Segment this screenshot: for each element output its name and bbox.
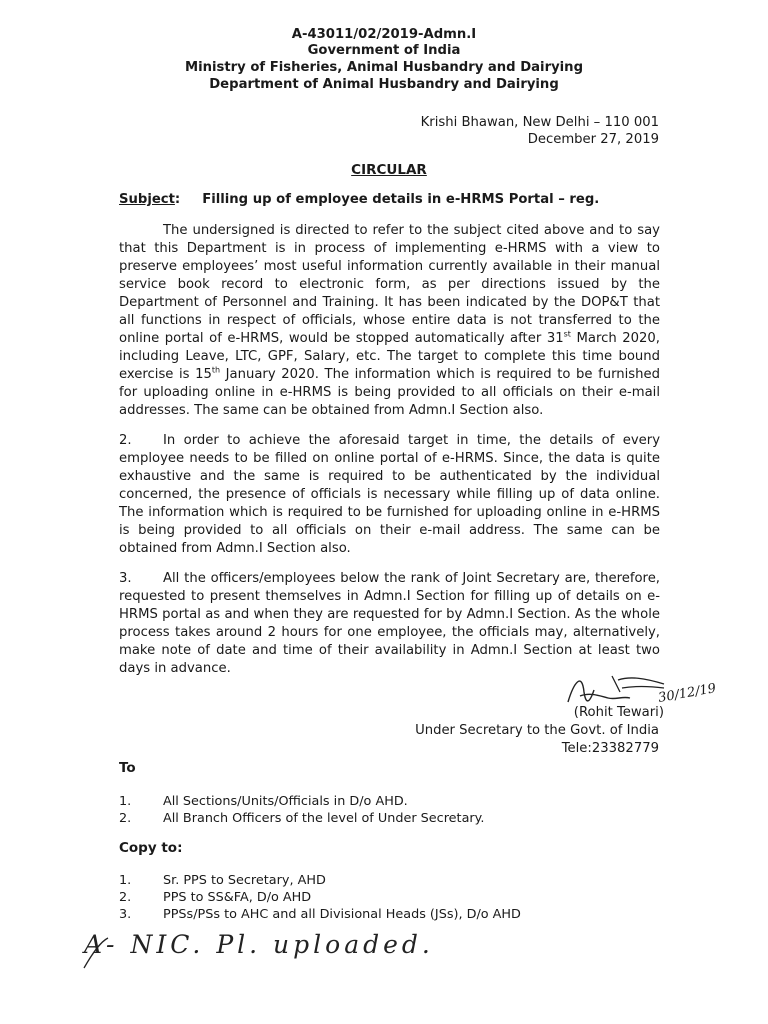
subject-colon: : (174, 192, 181, 207)
copy-item-number: 1. (119, 873, 132, 888)
p1-sup2: th (211, 365, 221, 375)
circular-title: CIRCULAR (351, 162, 427, 178)
government-line: Government of India (307, 43, 461, 58)
p2-number: 2. (119, 433, 132, 448)
to-label: To (119, 760, 136, 776)
copy-item (119, 872, 521, 889)
copy-item-text: Sr. PPS to Secretary, AHD (163, 873, 326, 888)
handwritten-note: A- NIC. Pl. uploaded. (84, 930, 434, 959)
p3-text: All the officers/employees below the rank of Joint Secretary are, therefore, requested to present themselves in Admn.I Section for filling up of details on e-HRMS portal as and when they are requested for by Admn.I Section. As the whole process takes around 2 hours for one employee, the officials may, alternatively, make note of date and time of their availability in Admn.I Section at least two days in advance. (119, 571, 660, 676)
p1-part3: January 2020. The information which is required to be furnished for uploading online in e-HRMS is being provided to all officials on their e-mail addresses. The same can be obtained from Admn.I Section also. (119, 367, 660, 418)
signatory-tele: Tele:23382779 (561, 741, 659, 756)
p1-sup1: st (563, 329, 571, 339)
subject-line (119, 192, 599, 207)
copy-to-list (119, 872, 521, 923)
ministry-line: Ministry of Fisheries, Animal Husbandry and Dairying (184, 60, 584, 75)
to-item-number: 2. (119, 811, 132, 826)
subject-text: Filling up of employee details in e-HRMS Portal – reg. (202, 192, 600, 207)
to-item-text: All Branch Officers of the level of Under Secretary. (163, 811, 485, 826)
circular-date: December 27, 2019 (527, 132, 659, 147)
copy-item-number: 3. (119, 907, 132, 922)
signature-date: 30/12/19 (657, 681, 718, 706)
p2-text: In order to achieve the aforesaid target in time, the details of every employee needs to be filled on online portal of e-HRMS. Since, the data is quite exhaustive and the same is required to be authenticated by the individual concerned, the presence of officials is necessary while filling up of data online. The information which is required to be furnished for uploading online in e-HRMS is being provided to all officials on their e-mail address. The same can be obtained from Admn.I Section also. (119, 433, 660, 556)
copy-item (119, 889, 521, 906)
p1-part1: The undersigned is directed to refer to the subject cited above and to say that this Department is in process of implementing e-HRMS with a view to preserve employees’ most useful information currently available in their manual service book record to electronic form, as per directions issued by the Department of Personnel and Training. It has been indicated by the DOP&T that all functions in respect of officials, whose entire data is not transferred to the online portal of e-HRMS, would be stopped automatically after 31 (119, 223, 660, 346)
office-address: Krishi Bhawan, New Delhi – 110 001 (420, 115, 659, 130)
paragraph-1 (119, 222, 660, 420)
handwritten-stroke (78, 934, 118, 974)
department-line: Department of Animal Husbandry and Dairying (209, 77, 559, 92)
copy-to-label: Copy to: (119, 840, 183, 856)
to-item (119, 810, 484, 827)
to-item (119, 793, 484, 810)
to-list (119, 793, 484, 827)
copy-item-text: PPSs/PSs to AHC and all Divisional Heads (JSs), D/o AHD (163, 907, 521, 922)
copy-item-text: PPS to SS&FA, D/o AHD (163, 890, 312, 905)
paragraph-2 (119, 432, 660, 558)
copy-item-number: 2. (119, 890, 132, 905)
p3-number: 3. (119, 571, 132, 586)
signatory-name: (Rohit Tewari) (573, 705, 664, 720)
copy-item (119, 906, 521, 923)
file-number: A-43011/02/2019-Admn.I (291, 27, 477, 42)
p1-part2: March 2020, including Leave, LTC, GPF, Salary, etc. The target to complete this time bound exercise is 15 (119, 331, 660, 382)
subject-label: Subject (119, 192, 175, 207)
to-item-number: 1. (119, 794, 132, 809)
to-item-text: All Sections/Units/Officials in D/o AHD. (163, 794, 408, 809)
signatory-designation: Under Secretary to the Govt. of India (415, 723, 659, 738)
